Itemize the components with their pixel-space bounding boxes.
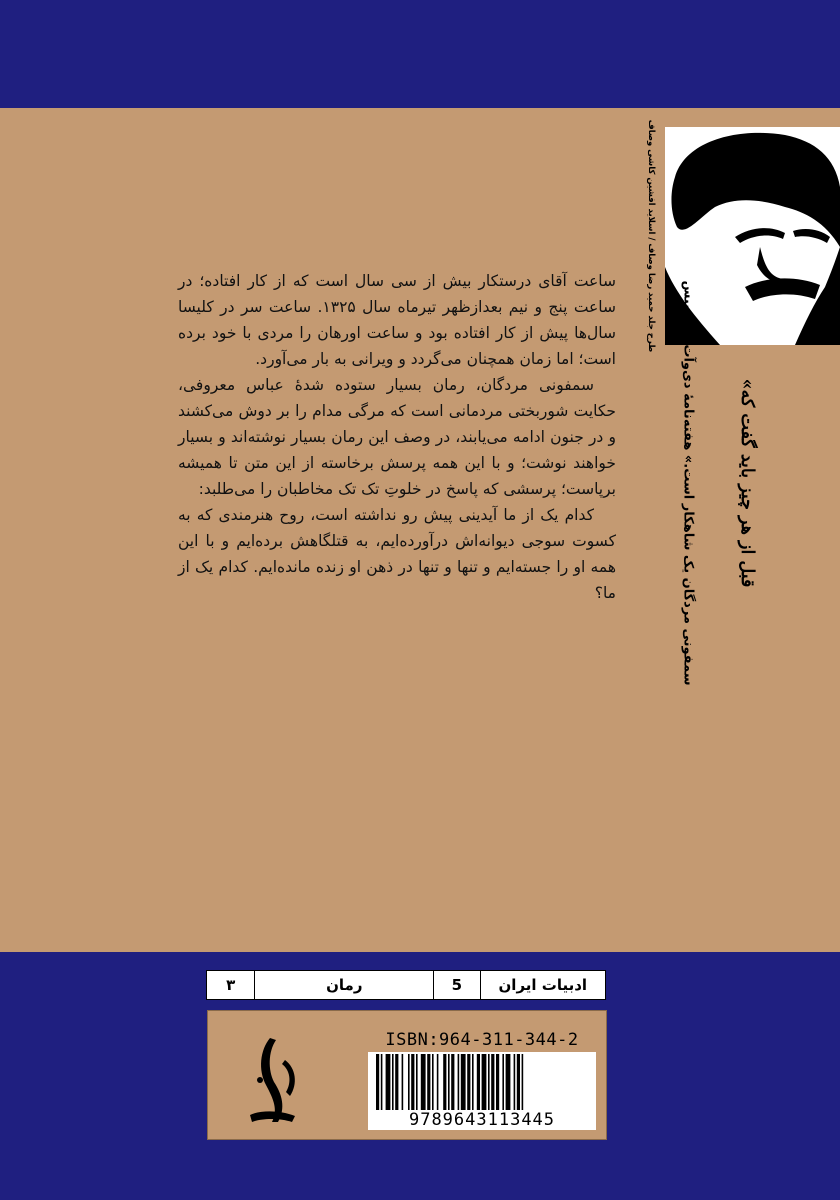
quote-source-text: سمفونی مردگان یک شاهکار است.» هفته‌نامهٔ دی‌وآت - سوییس: [680, 280, 696, 686]
series-label: ادبیات ایران: [480, 971, 605, 999]
blurb-text: [178, 268, 616, 606]
blurb-paragraph: ساعت آقای درستکار بیش از سی سال است که از کار افتاده؛ در ساعت پنج و نیم بعدازظهر تیرماه سال ۱۳۲۵. ساعت سر در کلیسا سال‌ها پیش از کار افتاده بود و ساعت اورهان را مردی با خود برده است؛ اما زمان همچنان می‌گردد و ویرانی به بار می‌آورد.: [178, 272, 616, 368]
barcode-number: 9789643113445: [368, 1110, 596, 1130]
quote-text: «قبل از هر چیز باید گفت که: [737, 378, 757, 588]
series-number: 5: [433, 971, 479, 999]
genre-number: ۳: [226, 976, 236, 994]
genre-label: رمان: [254, 971, 433, 999]
blurb-paragraph: کدام یک از ما آیدینی پیش رو نداشته است، روح هنرمندی که به کسوت سوجی دیوانه‌اش درآورده‌ایم، به قتلگاهش برده‌ایم و با این همه او را جسته‌ایم و تنها و تنها در ذهن او زنده مانده‌ایم. کدام یک از ما؟: [178, 506, 616, 602]
publisher-logo-icon: [230, 1030, 320, 1130]
barcode-icon: [368, 1052, 596, 1118]
series-info-bar: [206, 970, 606, 1000]
review-quote: [712, 352, 782, 614]
credit-text: طرح جلد حمید رضا وصاف / اسلاید افشین کاشی وصاف: [646, 119, 656, 353]
top-color-band: [0, 0, 840, 108]
review-quote-source: [668, 280, 708, 686]
blurb-paragraph: سمفونی مردگان، رمان بسیار ستوده شدهٔ عباس معروفی، حکایت شوربختی مردمانی است که مرگی مدام را بر دوش می‌کشند و در جنون ادامه می‌یابند، در وصف این رمان بسیار نوشته‌اند و بسیار خواهند نوشت؛ و با این همه پرسش برخاسته از این متن تا همیشه برپاست؛ پرسشی که پاسخ در خلوتِ تک تک مخاطبان را می‌طلبد:: [178, 376, 616, 498]
isbn-label: ISBN:964-311-344-2: [385, 1030, 579, 1050]
cover-design-credit: [640, 119, 662, 353]
